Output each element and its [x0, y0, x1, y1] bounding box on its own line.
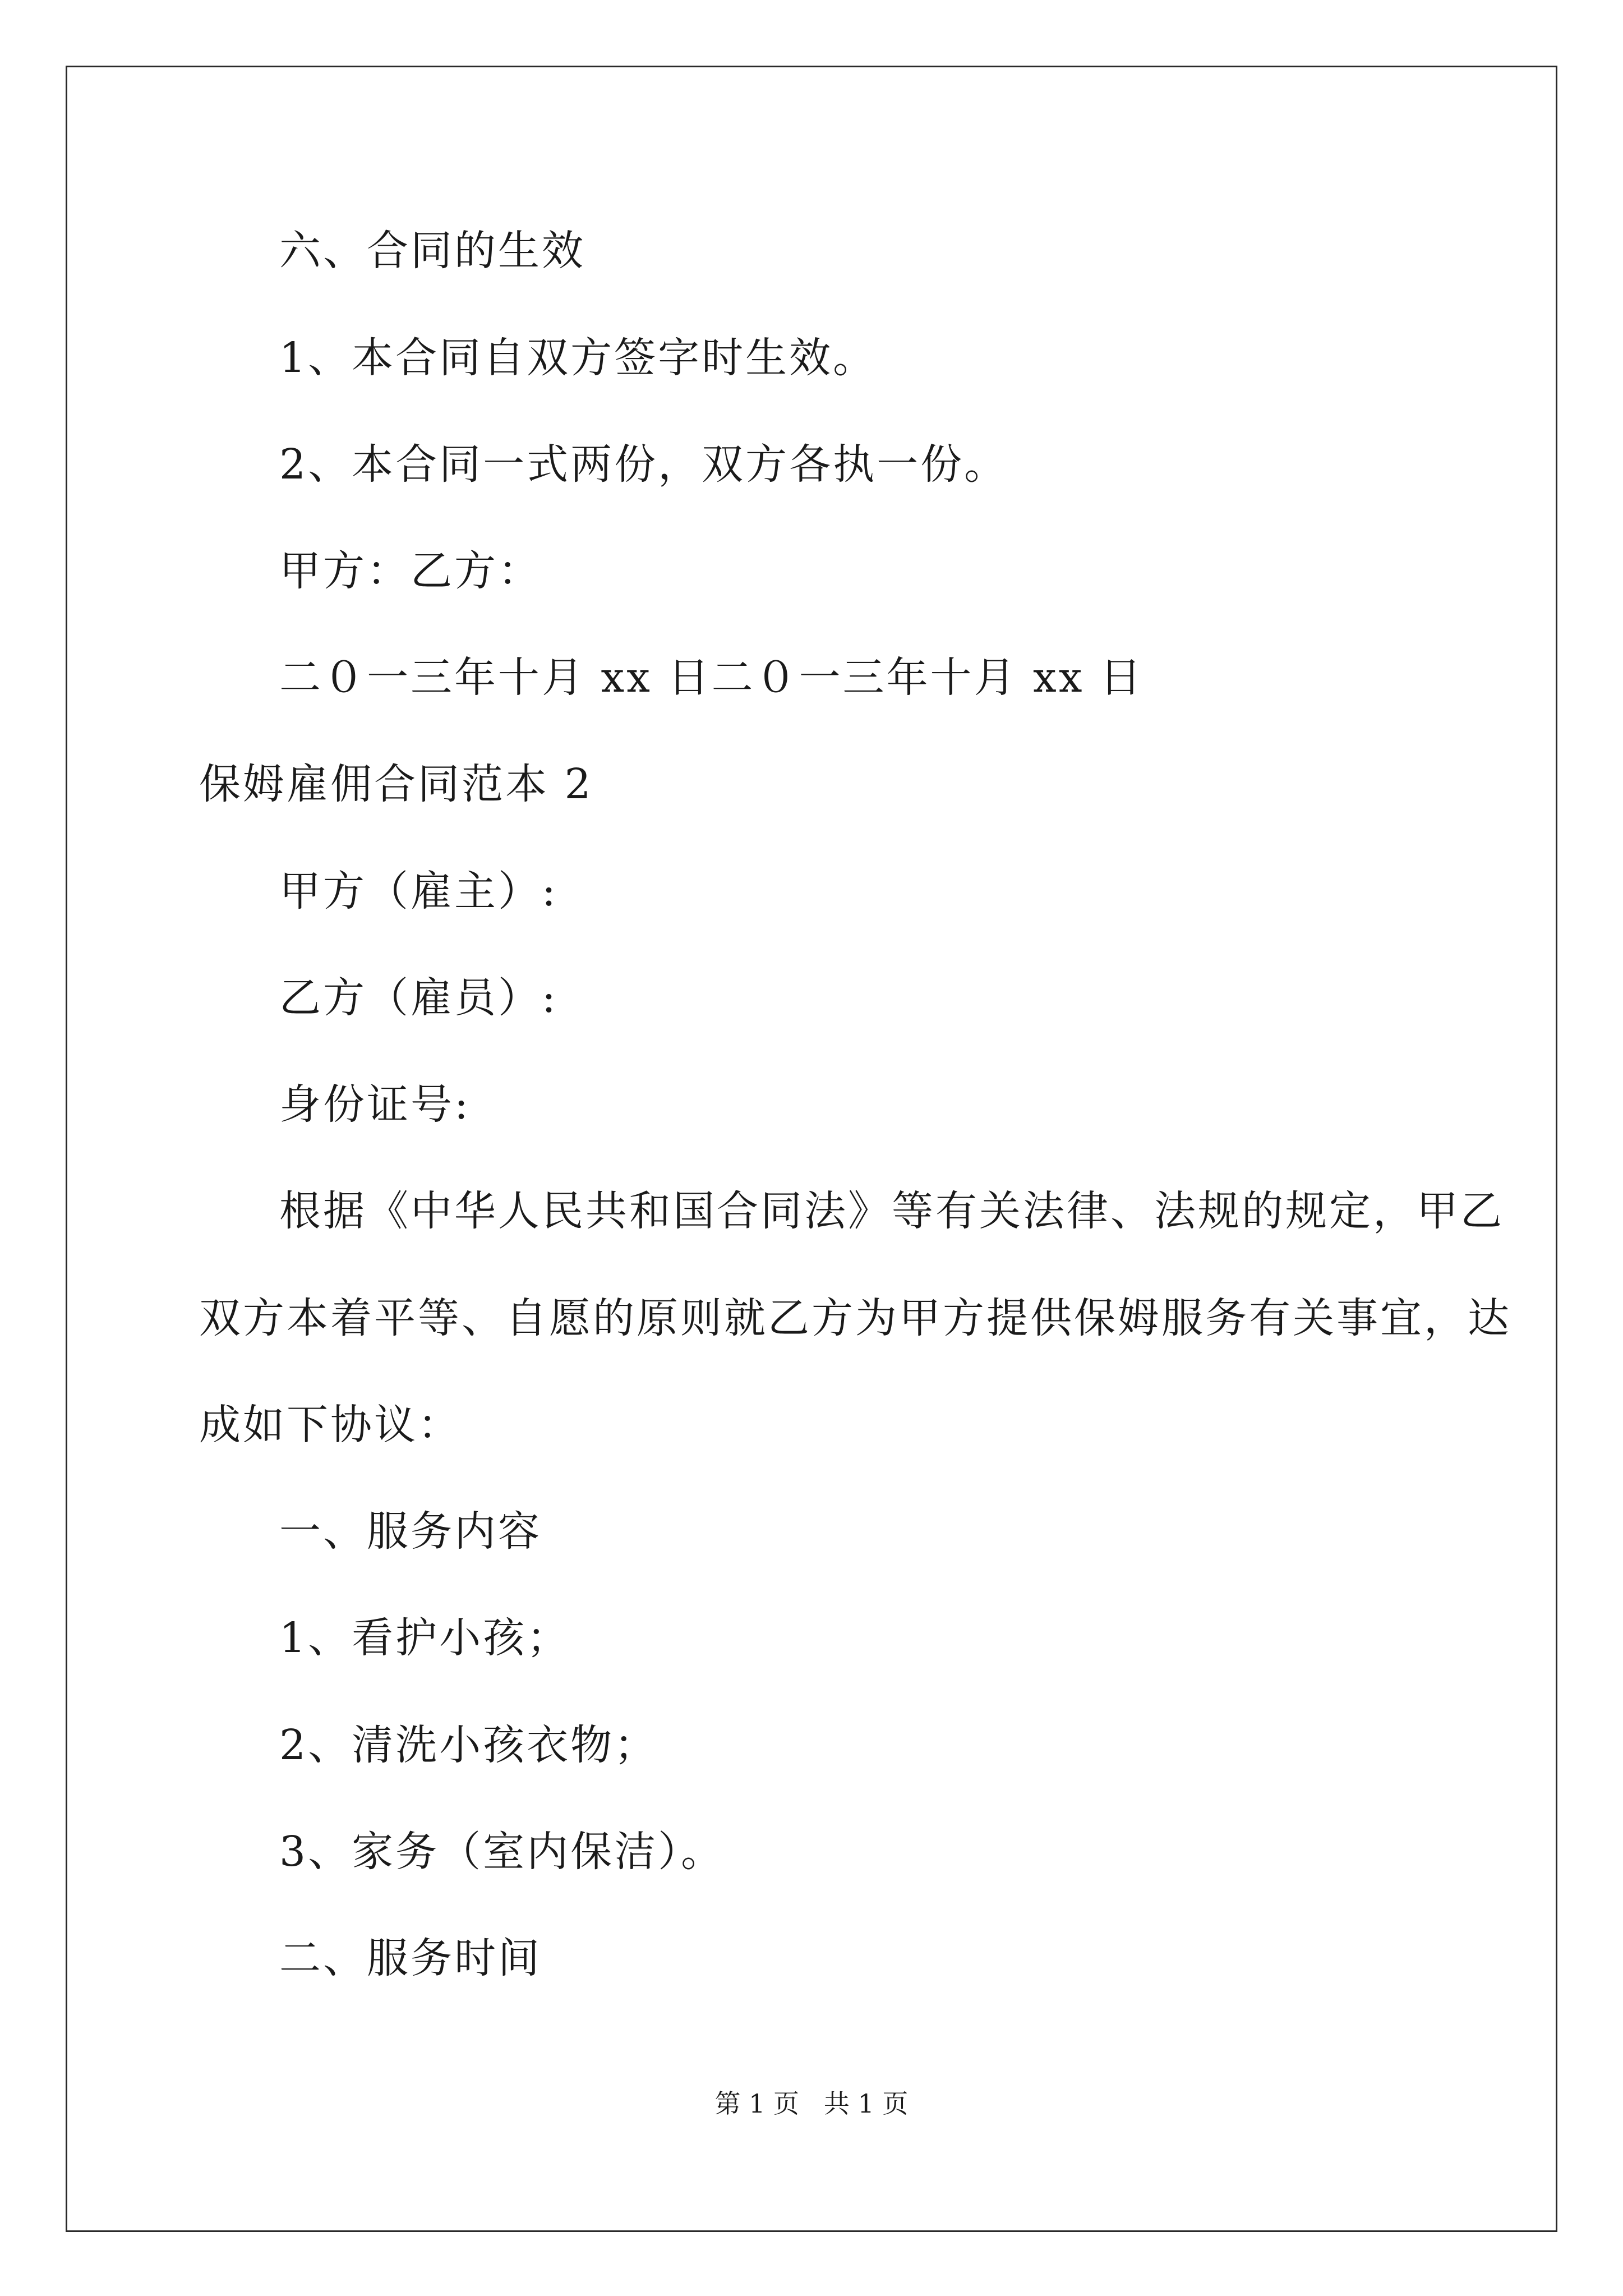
signature-date-line: 二０一三年十月 xx 日二０一三年十月 xx 日: [279, 654, 1144, 702]
section-heading-service-time: 二、服务时间: [279, 1934, 542, 1982]
paragraph-line: 双方本着平等、自愿的原则就乙方为甲方提供保姆服务有关事宜，达: [199, 1294, 1511, 1342]
clause-line: 1、本合同自双方签字时生效。: [279, 334, 877, 382]
party-a-line: 甲方（雇主）:: [279, 867, 558, 915]
page-border: [66, 66, 1557, 2232]
page-footer: 第 1 页 共 1 页: [714, 2088, 909, 2119]
clause-line: 2、本合同一式两份，双方各执一份。: [279, 440, 1008, 489]
service-item: 2、清洗小孩衣物；: [279, 1721, 658, 1769]
party-b-line: 乙方（雇员）:: [279, 974, 558, 1022]
service-item: 1、看护小孩；: [279, 1614, 571, 1662]
section-heading-services: 一、服务内容: [279, 1507, 542, 1556]
service-item: 3、家务（室内保洁）。: [279, 1828, 725, 1876]
paragraph-line: 成如下协议：: [199, 1401, 462, 1449]
signature-parties-line: 甲方：乙方：: [279, 547, 542, 595]
paragraph-line: 根据《中华人民共和国合同法》等有关法律、法规的规定，甲乙: [279, 1187, 1504, 1235]
section-heading-effectiveness: 六、合同的生效: [279, 227, 585, 275]
document-title: 保姆雇佣合同范本 2: [199, 760, 593, 808]
id-number-line: 身份证号:: [279, 1080, 471, 1129]
